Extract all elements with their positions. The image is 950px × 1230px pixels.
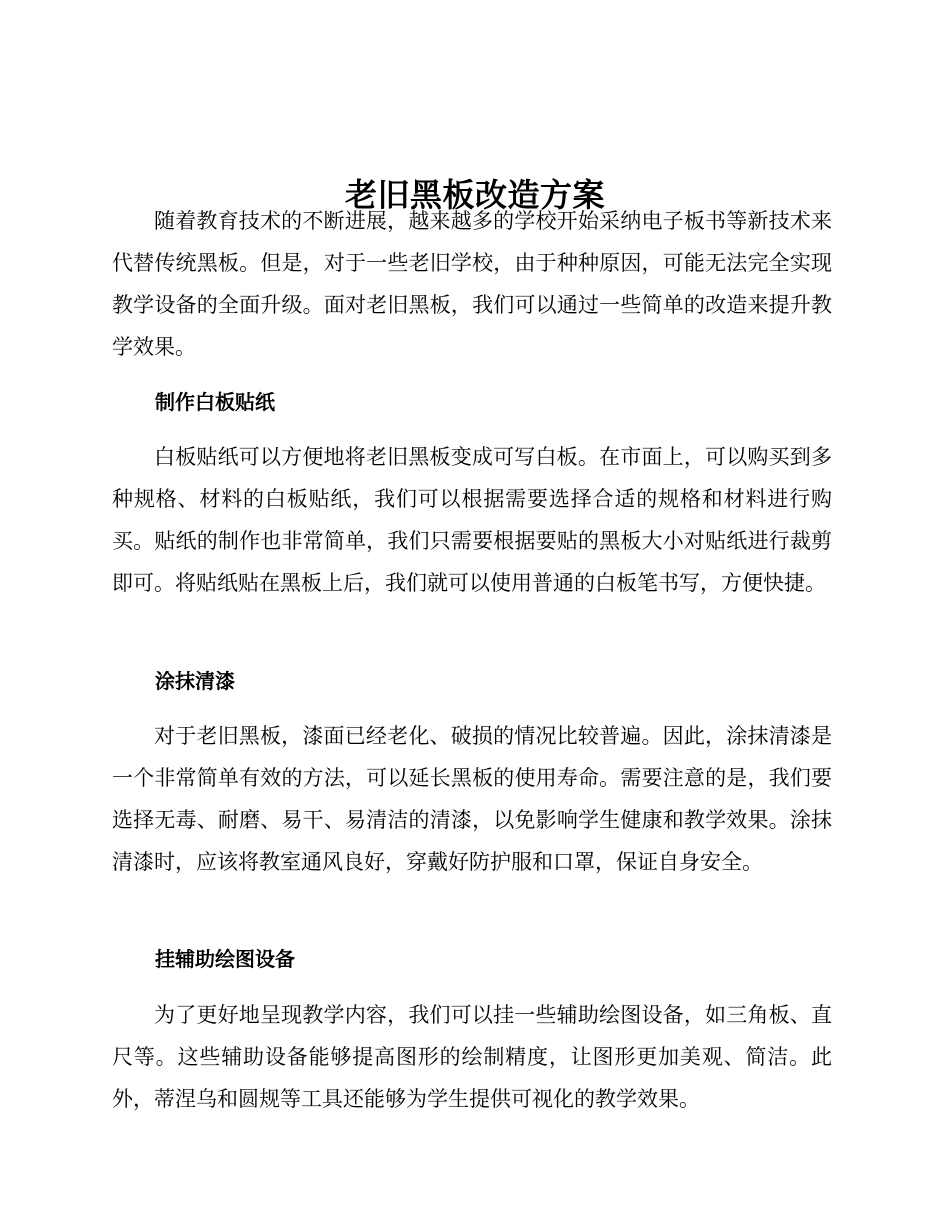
intro-paragraph: 随着教育技术的不断进展，越来越多的学校开始采纳电子板书等新技术来代替传统黑板。但是，对于一些老旧学校，由于种种原因，可能无法完全实现教学设备的全面升级。面对老旧黑板，我们可以通过一些简单的改造来提升教学效果。	[112, 209, 832, 359]
document-title: 老旧黑板改造方案	[344, 176, 605, 215]
section-body-varnish: 对于老旧黑板，漆面已经老化、破损的情况比较普遍。因此，涂抹清漆是一个非常简单有效的方法，可以延长黑板的使用寿命。需要注意的是，我们要选择无毒、耐磨、易干、易清洁的清漆，以免影响学生健康和教学效果。涂抹清漆时，应该将教室通风良好，穿戴好防护服和口罩，保证自身安全。	[112, 724, 832, 874]
section-heading-drawing-tools: 挂辅助绘图设备	[155, 947, 295, 971]
section-heading-varnish: 涂抹清漆	[155, 669, 235, 693]
section-body-drawing-tools: 为了更好地呈现教学内容，我们可以挂一些辅助绘图设备，如三角板、直尺等。这些辅助设备能够提高图形的绘制精度，让图形更加美观、简洁。此外，蒂涅乌和圆规等工具还能够为学生提供可视化的教学效果。	[112, 1003, 832, 1111]
section-heading-whiteboard-sticker: 制作白板贴纸	[155, 390, 275, 414]
section-body-whiteboard-sticker: 白板贴纸可以方便地将老旧黑板变成可写白板。在市面上，可以购买到多种规格、材料的白板贴纸，我们可以根据需要选择合适的规格和材料进行购买。贴纸的制作也非常简单，我们只需要根据要贴的黑板大小对贴纸进行裁剪即可。将贴纸贴在黑板上后，我们就可以使用普通的白板笔书写，方便快捷。	[112, 445, 832, 595]
